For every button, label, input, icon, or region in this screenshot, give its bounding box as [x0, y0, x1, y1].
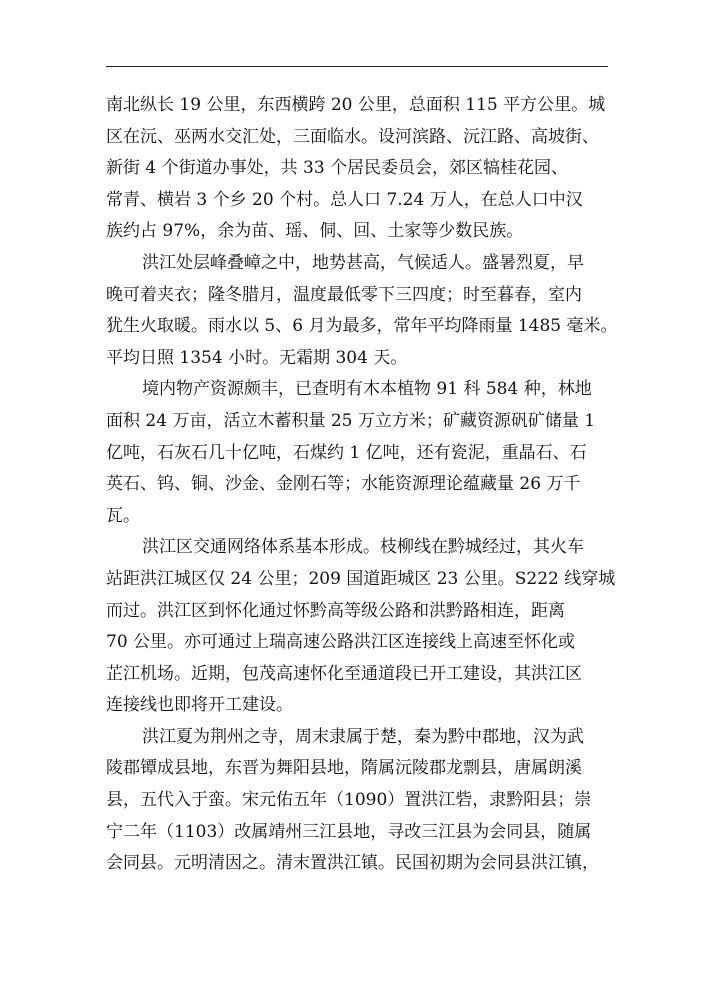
paragraph-climate: [106, 248, 618, 374]
text-line: 区在沅、巫两水交汇处，三面临水。设河滨路、沅江路、高坡街、: [106, 126, 599, 147]
text-line: 犹生火取暖。雨水以 5、6 月为最多，常年平均降雨量 1485 毫米。: [106, 316, 618, 337]
text-line: 而过。洪江区到怀化通过怀黔高等级公路和洪黔路相连，距离: [106, 600, 565, 621]
body-text: [106, 90, 618, 880]
text-line: 县，五代入于蛮。宋元佑五年（1090）置洪江砦，隶黔阳县；崇: [106, 790, 592, 811]
text-line: 陵郡镡成县地，东晋为舞阳县地，隋属沅陵郡龙剽县，唐属朗溪: [106, 758, 582, 779]
text-line: 亿吨，石灰石几十亿吨，石煤约 1 亿吨，还有瓷泥，重晶石、石: [106, 442, 587, 463]
text-line: 新街 4 个街道办事处，共 33 个居民委员会，郊区犒桂花园、: [106, 158, 569, 179]
text-line: 族约占 97%，余为苗、瑶、侗、回、土家等少数民族。: [106, 221, 524, 242]
text-line: 连接线也即将开工建设。: [106, 695, 293, 716]
text-line: 南北纵长 19 公里，东西横跨 20 公里，总面积 115 平方公里。城: [106, 95, 606, 115]
paragraph-resources: [106, 374, 606, 532]
text-line: 洪江夏为荆州之寺，周末隶属于楚，秦为黔中郡地，汉为武: [142, 726, 584, 747]
text-line: 瓦。: [106, 505, 140, 526]
text-line: 会同县。元明清因之。清末置洪江镇。民国初期为会同县洪江镇，: [106, 853, 599, 874]
text-line: 洪江区交通网络体系基本形成。枝柳线在黔城经过，其火车: [142, 537, 584, 558]
text-line: 站距洪江城区仅 24 公里；209 国道距城区 23 公里。S222 线穿城: [106, 568, 616, 589]
text-line: 英石、钨、铜、沙金、金刚石等；水能资源理论蕴藏量 26 万千: [106, 474, 581, 495]
paragraph-area-population: [106, 90, 606, 248]
paragraph-transport: [106, 532, 616, 722]
text-line: 洪江处层峰叠嶂之中，地势甚高，气候适人。盛暑烈夏，早: [142, 252, 584, 273]
text-line: 面积 24 万亩，活立木蓄积量 25 万立方米；矿藏资源矾矿储量 1: [106, 410, 596, 431]
text-line: 70 公里。亦可通过上瑞高速公路洪江区连接线上高速至怀化或: [106, 632, 576, 653]
text-line: 平均日照 1354 小时。无霜期 304 天。: [106, 347, 408, 368]
paragraph-history: [106, 722, 606, 880]
text-line: 常青、横岩 3 个乡 20 个村。总人口 7.24 万人，在总人口中汉: [106, 189, 583, 210]
text-line: 境内物产资源颇丰，已查明有木本植物 91 科 584 种，林地: [142, 379, 592, 400]
text-line: 晚可着夹衣；隆冬腊月，温度最低零下三四度；时至暮春，室内: [106, 284, 582, 305]
text-line: 宁二年（1103）改属靖州三江县地，寻改三江县为会同县，随属: [106, 821, 592, 842]
header-rule: [106, 66, 608, 67]
text-line: 芷江机场。近期，包茂高速怀化至通道段已开工建设，其洪江区: [106, 663, 582, 684]
